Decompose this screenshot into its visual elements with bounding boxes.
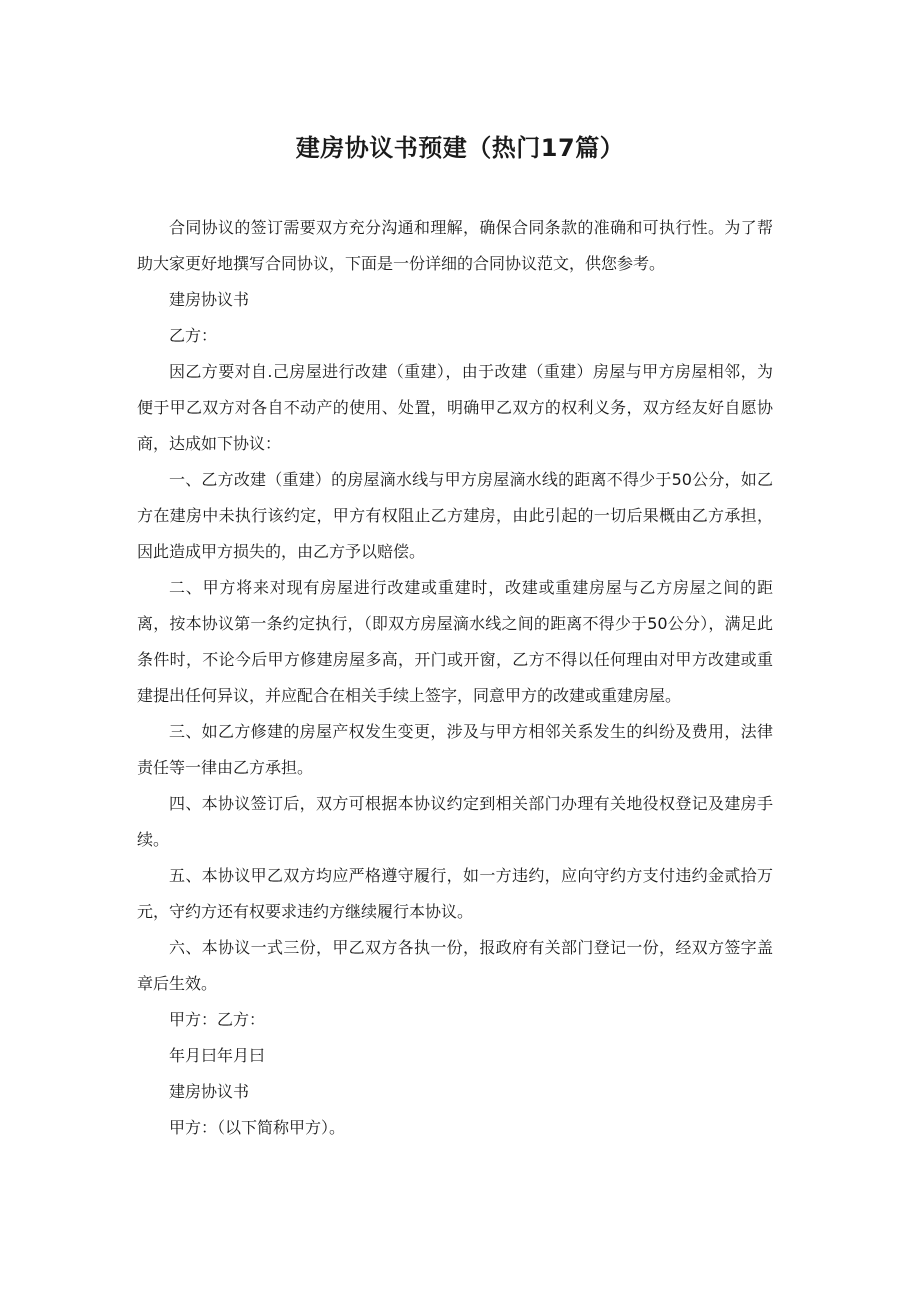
clause-2: 二、甲方将来对现有房屋进行改建或重建时，改建或重建房屋与乙方房屋之间的距离，按本协议第一条约定执行，（即双方房屋滴水线之间的距离不得少于50公分），满足此条件时，不论今后甲方修建房屋多高，开门或开窗，乙方不得以任何理由对甲方改建或重建提出任何异议，并应配合在相关手续上签字，同意甲方的改建或重建房屋。 <box>137 578 773 705</box>
document-title: 建房协议书预建（热门17篇） <box>295 134 625 162</box>
section-heading: 建房协议书 <box>169 290 250 309</box>
intro-paragraph: 合同协议的签订需要双方充分沟通和理解，确保合同条款的准确和可执行性。为了帮助大家更好地撰写合同协议，下面是一份详细的合同协议范文，供您参考。 <box>137 218 773 273</box>
clause-6: 六、本协议一式三份，甲乙双方各执一份，报政府有关部门登记一份，经双方签字盖章后生效。 <box>137 938 773 993</box>
preamble-paragraph: 因乙方要对自.己房屋进行改建（重建），由于改建（重建）房屋与甲方房屋相邻，为便于甲乙双方对各自不动产的使用、处置，明确甲乙双方的权利义务，双方经友好自愿协商，达成如下协议： <box>137 362 773 453</box>
clause-5: 五、本协议甲乙双方均应严格遵守履行，如一方违约，应向守约方支付违约金贰拾万元，守约方还有权要求违约方继续履行本协议。 <box>137 866 773 921</box>
date-line: 年月曰年月曰 <box>169 1046 266 1065</box>
party-b-line: 乙方： <box>169 326 218 345</box>
signature-line: 甲方：乙方： <box>169 1010 266 1029</box>
document-body <box>137 210 773 1146</box>
clause-4: 四、本协议签订后，双方可根据本协议约定到相关部门办理有关地役权登记及建房手续。 <box>137 794 773 849</box>
section-heading-2: 建房协议书 <box>169 1082 250 1101</box>
clause-3: 三、如乙方修建的房屋产权发生变更，涉及与甲方相邻关系发生的纠纷及费用，法律责任等一律由乙方承担。 <box>137 722 773 777</box>
party-a-line: 甲方：（以下简称甲方）。 <box>169 1118 346 1137</box>
clause-1: 一、乙方改建（重建）的房屋滴水线与甲方房屋滴水线的距离不得少于50公分，如乙方在建房中未执行该约定，甲方有权阻止乙方建房，由此引起的一切后果概由乙方承担，因此造成甲方损失的，由乙方予以赔偿。 <box>137 470 773 561</box>
